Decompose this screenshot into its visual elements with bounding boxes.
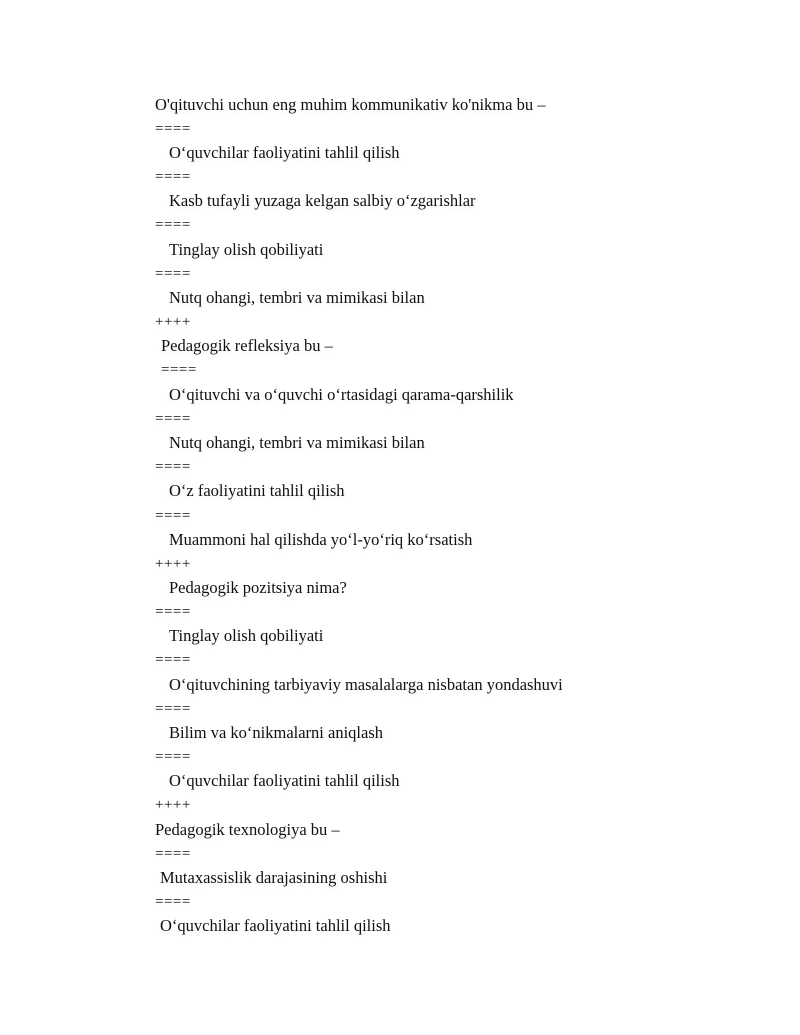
option-text: Nutq ohangi, tembri va mimikasi bilan xyxy=(169,433,425,452)
separator-line: ==== xyxy=(155,217,191,233)
separator-line: ==== xyxy=(155,121,191,137)
separator-line: ==== xyxy=(155,846,191,862)
separator-line: ++++ xyxy=(155,314,191,330)
separator-line: ==== xyxy=(161,362,197,378)
separator-line: ==== xyxy=(155,411,191,427)
separator-line: ==== xyxy=(155,169,191,185)
question-text: Pedagogik texnologiya bu – xyxy=(155,820,340,839)
separator-line: ==== xyxy=(155,604,191,620)
option-text: Nutq ohangi, tembri va mimikasi bilan xyxy=(169,288,425,307)
option-text: Tinglay olish qobiliyati xyxy=(169,240,324,259)
option-text: Mutaxassislik darajasining oshishi xyxy=(160,868,388,887)
separator-line: ==== xyxy=(155,749,191,765)
separator-line: ==== xyxy=(155,266,191,282)
separator-line: ==== xyxy=(155,701,191,717)
separator-line: ++++ xyxy=(155,556,191,572)
option-text: Bilim va ko‘nikmalarni aniqlash xyxy=(169,723,384,742)
option-text: O‘qituvchining tarbiyaviy masalalarga nisbatan yondashuvi xyxy=(169,675,563,694)
option-text: Tinglay olish qobiliyati xyxy=(169,626,324,645)
option-text: Muammoni hal qilishda yo‘l-yo‘riq ko‘rsatish xyxy=(169,530,473,549)
question-text: Pedagogik refleksiya bu – xyxy=(161,336,333,355)
question-text: Pedagogik pozitsiya nima? xyxy=(169,578,347,597)
separator-line: ==== xyxy=(155,652,191,668)
option-text: O‘z faoliyatini tahlil qilish xyxy=(169,481,345,500)
separator-line: ==== xyxy=(155,508,191,524)
question-text: O'qituvchi uchun eng muhim kommunikativ ko'nikma bu – xyxy=(155,95,546,114)
separator-line: ==== xyxy=(155,459,191,475)
option-text: O‘quvchilar faoliyatini tahlil qilish xyxy=(160,916,391,935)
option-text: O‘quvchilar faoliyatini tahlil qilish xyxy=(169,771,400,790)
separator-line: ++++ xyxy=(155,797,191,813)
separator-line: ==== xyxy=(155,894,191,910)
option-text: Kasb tufayli yuzaga kelgan salbiy o‘zgarishlar xyxy=(169,191,476,210)
option-text: O‘qituvchi va o‘quvchi o‘rtasidagi qarama-qarshilik xyxy=(169,385,514,404)
option-text: O‘quvchilar faoliyatini tahlil qilish xyxy=(169,143,400,162)
